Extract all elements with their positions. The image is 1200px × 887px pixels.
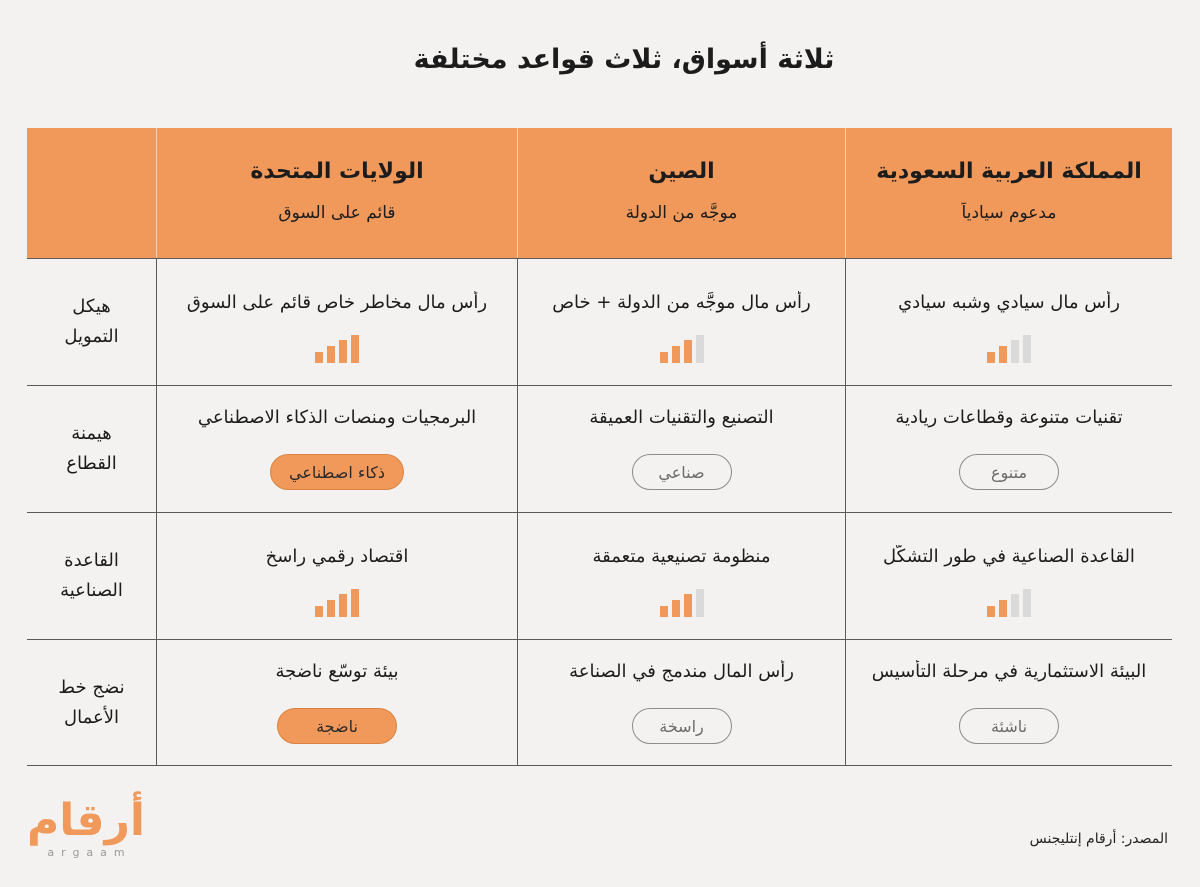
table-cell	[845, 512, 1172, 639]
signal-bar-filled	[315, 606, 323, 617]
signal-level-indicator	[315, 335, 359, 363]
comparison-table	[27, 128, 1172, 766]
row-label-line: الصناعية	[60, 580, 123, 601]
cell-text: تقنيات متنوعة وقطاعات ريادية	[895, 407, 1123, 428]
signal-bar-filled	[999, 346, 1007, 363]
cell-text: رأس مال سيادي وشبه سيادي	[898, 292, 1120, 313]
table-cell	[517, 512, 845, 639]
cell-text: البرمجيات ومنصات الذكاء الاصطناعي	[197, 407, 477, 428]
row-label-line: هيكل	[72, 296, 111, 317]
signal-bar-filled	[672, 600, 680, 617]
signal-level-indicator	[660, 335, 704, 363]
signal-bar-filled	[327, 600, 335, 617]
signal-level-indicator	[660, 589, 704, 617]
table-cell	[517, 639, 845, 766]
table-cell	[156, 512, 517, 639]
tag-pill: راسخة	[632, 708, 732, 744]
signal-bar-empty	[1023, 335, 1031, 363]
row-label-line: القاعدة	[64, 550, 119, 571]
header-cell-united-states	[156, 128, 517, 258]
signal-bar-filled	[351, 335, 359, 363]
header-cell-saudi-arabia	[845, 128, 1172, 258]
table-cell	[156, 639, 517, 766]
signal-level-indicator	[987, 589, 1031, 617]
signal-bar-filled	[999, 600, 1007, 617]
table-cell	[517, 385, 845, 512]
column-title: الولايات المتحدة	[250, 159, 424, 184]
cell-text: منظومة تصنيعية متعمقة	[592, 546, 771, 567]
row-label-line: الأعمال	[64, 706, 119, 728]
table-cell	[845, 639, 1172, 766]
signal-bar-filled	[684, 340, 692, 363]
table-cell	[845, 385, 1172, 512]
argaam-logo	[26, 796, 146, 860]
logo-wordmark-arabic: أرقام	[27, 795, 145, 846]
signal-level-indicator	[987, 335, 1031, 363]
cell-text: رأس المال مندمج في الصناعة	[569, 661, 794, 682]
signal-bar-filled	[660, 606, 668, 617]
row-label	[27, 639, 156, 766]
column-subtitle: قائم على السوق	[278, 203, 396, 223]
signal-bar-filled	[660, 352, 668, 363]
cell-text: اقتصاد رقمي راسخ	[265, 546, 409, 567]
signal-bar-empty	[1011, 340, 1019, 363]
signal-bar-filled	[684, 594, 692, 617]
table-cell	[845, 258, 1172, 385]
signal-bar-filled	[339, 594, 347, 617]
row-label	[27, 385, 156, 512]
cell-text: البيئة الاستثمارية في مرحلة التأسيس	[871, 661, 1147, 682]
signal-bar-filled	[987, 352, 995, 363]
signal-bar-filled	[327, 346, 335, 363]
table-cell	[156, 258, 517, 385]
table-cell	[517, 258, 845, 385]
row-label-line: التمويل	[64, 326, 119, 347]
signal-bar-empty	[696, 335, 704, 363]
row-label-line: نضج خط	[58, 676, 125, 698]
signal-bar-empty	[696, 589, 704, 617]
cell-text: بيئة توسّع ناضجة	[275, 661, 399, 682]
tag-pill: ناشئة	[959, 708, 1059, 744]
signal-bar-filled	[987, 606, 995, 617]
column-subtitle: مدعوم سيادياً	[961, 203, 1057, 223]
table-cell	[156, 385, 517, 512]
row-label	[27, 258, 156, 385]
signal-bar-empty	[1023, 589, 1031, 617]
column-title: المملكة العربية السعودية	[876, 159, 1142, 184]
tag-pill: ذكاء اصطناعي	[270, 454, 404, 490]
header-corner-cell	[27, 128, 156, 258]
signal-bar-filled	[339, 340, 347, 363]
cell-text: رأس مال مخاطر خاص قائم على السوق	[186, 292, 488, 313]
column-subtitle: موجَّه من الدولة	[625, 203, 738, 223]
cell-text: القاعدة الصناعية في طور التشكّل	[883, 546, 1135, 567]
signal-bar-filled	[351, 589, 359, 617]
row-label-line: هيمنة	[71, 423, 112, 444]
tag-pill: صناعي	[632, 454, 732, 490]
source-note: المصدر: أرقام إنتليجنس	[1029, 831, 1168, 847]
signal-bar-filled	[315, 352, 323, 363]
cell-text: التصنيع والتقنيات العميقة	[589, 407, 774, 428]
signal-level-indicator	[315, 589, 359, 617]
logo-wordmark-latin: argaam	[47, 846, 132, 859]
page-title: ثلاثة أسواق، ثلاث قواعد مختلفة	[413, 44, 835, 75]
tag-pill: متنوع	[959, 454, 1059, 490]
tag-pill: ناضجة	[277, 708, 397, 744]
signal-bar-filled	[672, 346, 680, 363]
column-title: الصين	[648, 159, 715, 184]
header-cell-china	[517, 128, 845, 258]
row-label	[27, 512, 156, 639]
signal-bar-empty	[1011, 594, 1019, 617]
row-label-line: القطاع	[66, 453, 117, 474]
cell-text: رأس مال موجَّه من الدولة + خاص	[552, 292, 811, 313]
